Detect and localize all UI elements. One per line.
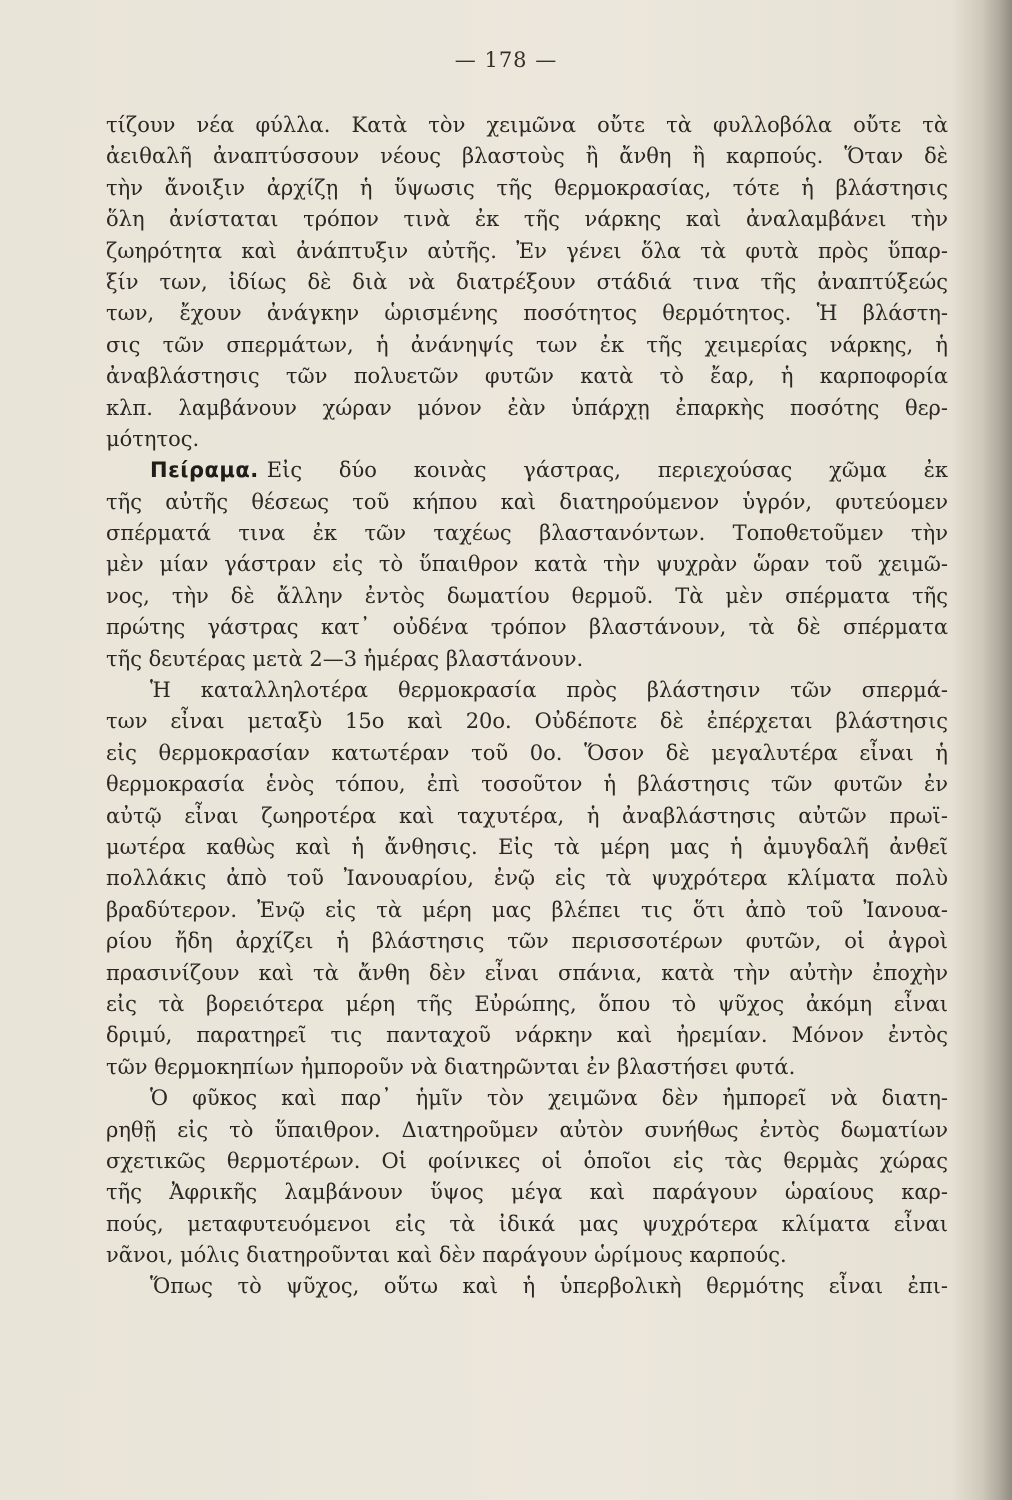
- text-line: Ὁ φῦκος καὶ παρ᾽ ἡμῖν τὸν χειμῶνα δὲν ἠμπορεῖ νὰ διατη-: [150, 1086, 948, 1111]
- text-line: των εἶναι μεταξὺ 15ο καὶ 20ο. Οὐδέποτε δὲ ἐπέρχεται βλάστησις: [106, 709, 948, 734]
- text-line: ἀναβλάστησις τῶν πολυετῶν φυτῶν κατὰ τὸ ἔαρ, ἡ καρποφορία: [106, 364, 948, 389]
- page-edge-shadow: [982, 0, 1012, 1500]
- paragraph: [106, 675, 948, 1083]
- text-line: πολλάκις ἀπὸ τοῦ Ἰανουαρίου, ἐνῷ εἰς τὰ ψυχρότερα κλίματα πολὺ: [106, 866, 948, 891]
- page-number: — 178 —: [454, 48, 558, 72]
- text-line: σπέρματά τινα ἐκ τῶν ταχέως βλαστανόντων. Τοποθετοῦμεν τὴν: [106, 521, 948, 546]
- paragraph: [106, 1271, 948, 1302]
- text-line: νος, τὴν δὲ ἄλλην ἐντὸς δωματίου θερμοῦ. Τὰ μὲν σπέρματα τῆς: [106, 583, 948, 608]
- body-text: [106, 110, 948, 1303]
- text-line: μωτέρα καθὼς καὶ ἡ ἄνθησις. Εἰς τὰ μέρη μας ἡ ἀμυγδαλῆ ἀνθεῖ: [106, 834, 948, 859]
- text-line: πρώτης γάστρας κατ᾽ οὐδένα τρόπον βλαστάνουν, τὰ δὲ σπέρματα: [106, 615, 948, 640]
- text-line: σχετικῶς θερμοτέρων. Οἱ φοίνικες οἱ ὁποῖοι εἰς τὰς θερμὰς χώρας: [106, 1148, 948, 1173]
- text-line: ρηθῇ εἰς τὸ ὕπαιθρον. Διατηροῦμεν αὐτὸν συνήθως ἐντὸς δωματίων: [106, 1117, 948, 1142]
- text-line: μότητος.: [106, 426, 200, 451]
- text-line: ζωηρότητα καὶ ἀνάπτυξιν αὐτῆς. Ἐν γένει ὅλα τὰ φυτὰ πρὸς ὕπαρ-: [106, 238, 948, 263]
- text-line: ὅλη ἀνίσταται τρόπον τινὰ ἐκ τῆς νάρκης καὶ ἀναλαμβάνει τὴν: [106, 207, 948, 232]
- paragraph: [106, 1083, 948, 1271]
- text-line: Ἡ καταλληλοτέρα θερμοκρασία πρὸς βλάστησιν τῶν σπερμά-: [150, 678, 948, 703]
- text-line: αὐτῷ εἶναι ζωηροτέρα καὶ ταχυτέρα, ἡ ἀναβλάστησις αὐτῶν πρωϊ-: [106, 803, 948, 828]
- text-line: τὴν ἄνοιξιν ἀρχίζῃ ἡ ὕψωσις τῆς θερμοκρασίας, τότε ἡ βλάστησις: [106, 175, 948, 200]
- text-line: εἰς τὰ βορειότερα μέρη τῆς Εὐρώπης, ὅπου τὸ ψῦχος ἀκόμη εἶναι: [106, 991, 948, 1016]
- paragraph-experiment: [106, 455, 948, 675]
- text-line: εἰς θερμοκρασίαν κατωτέραν τοῦ 0ο. Ὅσον δὲ μεγαλυτέρα εἶναι ἡ: [106, 740, 948, 765]
- text-line: ξίν των, ἰδίως δὲ διὰ νὰ διατρέξουν στάδιά τινα τῆς ἀναπτύξεώς: [106, 269, 948, 294]
- text-line: νᾶνοι, μόλις διατηροῦνται καὶ δὲν παράγουν ὡρίμους καρπούς.: [106, 1243, 787, 1268]
- text-line: μὲν μίαν γάστραν εἰς τὸ ὕπαιθρον κατὰ τὴν ψυχρὰν ὥραν τοῦ χειμῶ-: [106, 552, 948, 577]
- text-line: Ὅπως τὸ ψῦχος, οὕτω καὶ ἡ ὑπερβολικὴ θερμότης εἶναι ἐπι-: [150, 1274, 948, 1299]
- text-line: τῆς δευτέρας μετὰ 2—3 ἡμέρας βλαστάνουν.: [106, 646, 584, 671]
- text-line: βραδύτερον. Ἐνῷ εἰς τὰ μέρη μας βλέπει τις ὅτι ἀπὸ τοῦ Ἰανουα-: [106, 897, 948, 922]
- text-line: τῆς αὐτῆς θέσεως τοῦ κήπου καὶ διατηρούμενον ὑγρόν, φυτεύομεν: [106, 489, 948, 514]
- text-line: τῆς Ἀφρικῆς λαμβάνουν ὕψος μέγα καὶ παράγουν ὡραίους καρ-: [106, 1180, 948, 1205]
- text-line: θερμοκρασία ἑνὸς τόπου, ἐπὶ τοσοῦτον ἡ βλάστησις τῶν φυτῶν ἐν: [106, 772, 948, 797]
- text-line: των, ἔχουν ἀνάγκην ὡρισμένης ποσότητος θερμότητος. Ἡ βλάστη-: [106, 301, 948, 326]
- section-heading: Πείραμα.: [150, 458, 259, 483]
- text-line: πούς, μεταφυτευόμενοι εἰς τὰ ἰδικά μας ψυχρότερα κλίματα εἶναι: [106, 1211, 948, 1236]
- text-line: σις τῶν σπερμάτων, ἡ ἀνάνηψίς των ἐκ τῆς χειμερίας νάρκης, ἡ: [106, 332, 948, 357]
- text-line: τῶν θερμοκηπίων ἠμποροῦν νὰ διατηρῶνται ἐν βλαστήσει φυτά.: [106, 1054, 796, 1079]
- paragraph: [106, 110, 948, 455]
- text-line: [106, 455, 948, 486]
- text-line: ρίου ἤδη ἀρχίζει ἡ βλάστησις τῶν περισσοτέρων φυτῶν, οἱ ἀγροὶ: [106, 929, 948, 954]
- text-line: τίζουν νέα φύλλα. Κατὰ τὸν χειμῶνα οὔτε τὰ φυλλοβόλα οὔτε τὰ: [106, 113, 948, 137]
- text-line-content: Εἰς δύο κοινὰς γάστρας, περιεχούσας χῶμα ἐκ: [266, 458, 948, 483]
- text-line: ἀειθαλῆ ἀναπτύσσουν νέους βλαστοὺς ἢ ἄνθη ἢ καρπούς. Ὅταν δὲ: [106, 144, 948, 169]
- text-line: δριμύ, παρατηρεῖ τις πανταχοῦ νάρκην καὶ ἠρεμίαν. Μόνον ἐντὸς: [106, 1023, 948, 1048]
- text-line: πρασινίζουν καὶ τὰ ἄνθη δὲν εἶναι σπάνια, κατὰ τὴν αὐτὴν ἐποχὴν: [106, 960, 948, 985]
- text-line: κλπ. λαμβάνουν χώραν μόνον ἐὰν ὑπάρχῃ ἐπαρκὴς ποσότης θερ-: [106, 395, 948, 420]
